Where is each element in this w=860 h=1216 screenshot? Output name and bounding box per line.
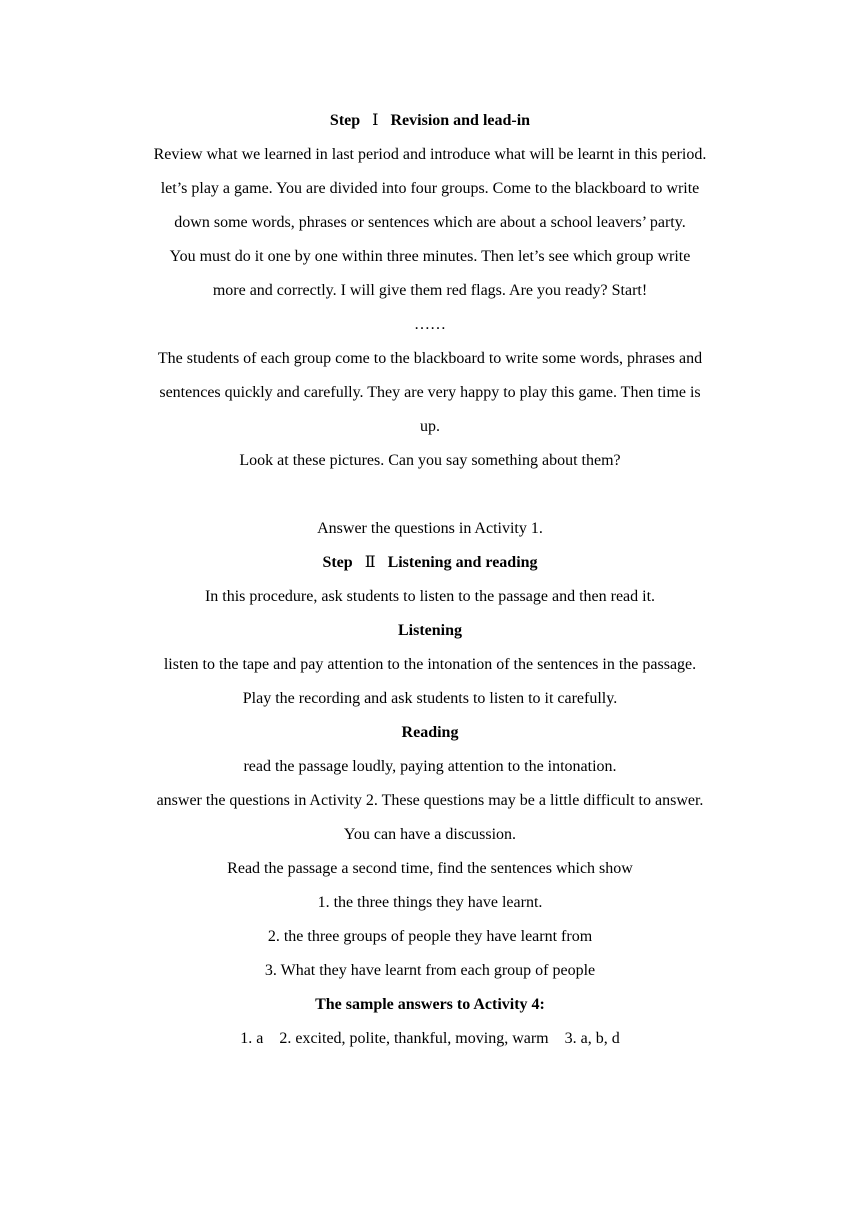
listening-line: listen to the tape and pay attention to the intonation of the sentences in the passage. [163,656,697,673]
paragraph-line: up. [420,418,440,435]
ellipsis-line: …… [414,316,446,333]
step1-label: Step [329,112,361,129]
reading-line: 3. What they have learnt from each group of people [264,962,596,979]
reading-line: You can have a discussion. [343,826,517,843]
step2-title: Listening and reading [387,554,538,571]
step2-heading [0,546,860,580]
paragraph-line: You must do it one by one within three minutes. Then let’s see which group write [169,248,691,265]
reading-line: read the passage loudly, paying attention to the intonation. [243,758,617,775]
step1-title: Revision and lead-in [390,112,531,129]
paragraph-line: sentences quickly and carefully. They are very happy to play this game. Then time is [159,384,701,401]
step2-intro: In this procedure, ask students to listen to the passage and then read it. [204,588,656,605]
paragraph-line: The students of each group come to the blackboard to write some words, phrases and [157,350,703,367]
reading-heading: Reading [401,724,459,741]
step1-numeral: Ⅰ [372,112,379,129]
reading-line: answer the questions in Activity 2. These questions may be a little difficult to answer. [156,792,704,809]
step2-label: Step [322,554,353,571]
step1-heading [0,104,860,138]
reading-line: 2. the three groups of people they have learnt from [267,928,593,945]
blank-line [0,478,860,512]
paragraph-line: more and correctly. I will give them red flags. Are you ready? Start! [212,282,648,299]
reading-line: 1. the three things they have learnt. [317,894,543,911]
paragraph-line: Look at these pictures. Can you say something about them? [239,452,621,469]
listening-heading: Listening [397,622,462,639]
paragraph-line: Review what we learned in last period and introduce what will be learnt in this period. [153,146,707,163]
listening-line: Play the recording and ask students to listen to it carefully. [242,690,618,707]
document-page [0,104,860,1056]
sample-answers-heading: The sample answers to Activity 4: [315,996,545,1013]
step2-numeral: Ⅱ [364,554,376,571]
paragraph-line: let’s play a game. You are divided into four groups. Come to the blackboard to write [160,180,700,197]
reading-line: Read the passage a second time, find the sentences which show [227,860,633,877]
paragraph-line: down some words, phrases or sentences which are about a school leavers’ party. [174,214,686,231]
activity1-line: Answer the questions in Activity 1. [317,520,543,537]
sample-answers-line: 1. a 2. excited, polite, thankful, moving, warm 3. a, b, d [240,1030,620,1047]
